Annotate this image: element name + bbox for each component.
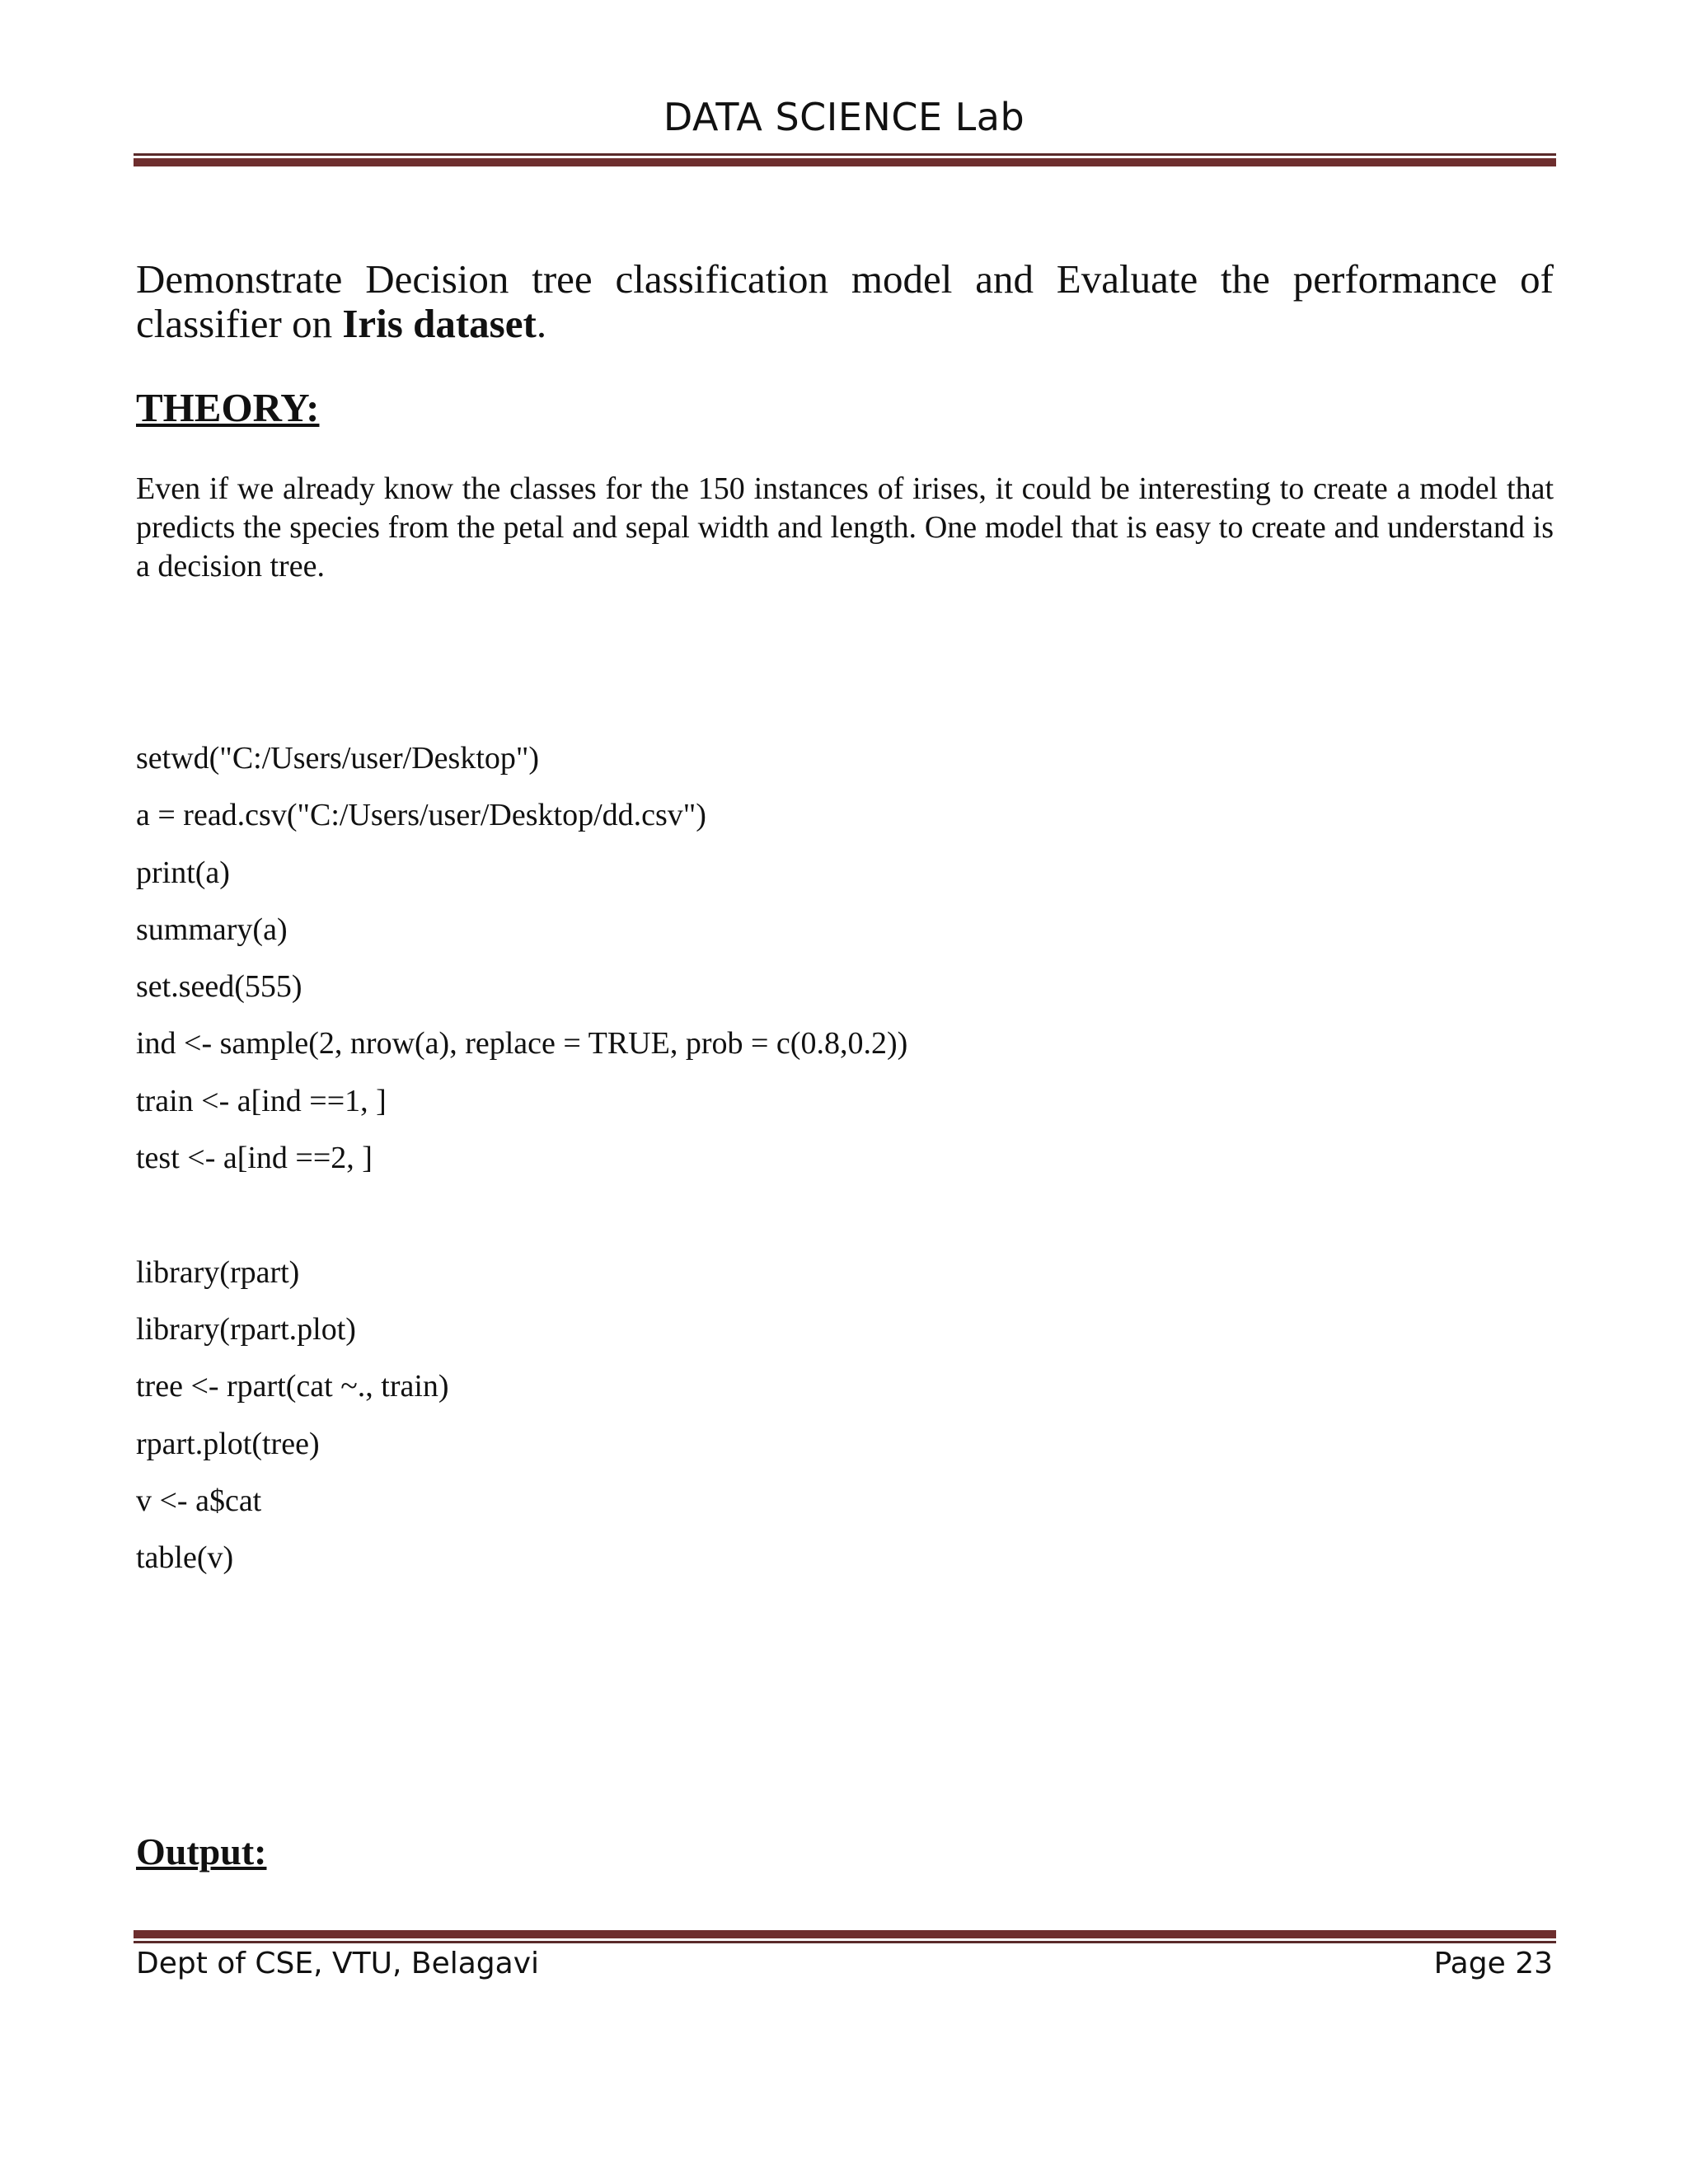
footer-divider-thick <box>134 1930 1556 1938</box>
code-line: print(a) <box>136 855 230 890</box>
theory-paragraph: Even if we already know the classes for the 150 instances of irises, it could be interesting to create a model that predicts the species from the petal and sepal width and length. One model that is easy to create and understand is a decision tree. <box>136 471 1554 583</box>
theory-heading: THEORY: <box>136 385 320 430</box>
code-line: library(rpart.plot) <box>136 1311 356 1347</box>
footer-page-number: Page 23 <box>1433 1947 1553 1980</box>
code-line: train <- a[ind ==1, ] <box>136 1083 387 1118</box>
code-line: setwd("C:/Users/user/Desktop") <box>136 741 540 776</box>
code-line-blank <box>136 1192 907 1249</box>
code-line: library(rpart) <box>136 1254 300 1290</box>
footer-department: Dept of CSE, VTU, Belagavi <box>136 1947 540 1980</box>
page-header-title: DATA SCIENCE Lab <box>663 95 1025 139</box>
code-line: tree <- rpart(cat ~., train) <box>136 1369 449 1404</box>
code-line: rpart.plot(tree) <box>136 1426 320 1461</box>
code-line: a = read.csv("C:/Users/user/Desktop/dd.csv") <box>136 798 706 833</box>
aim-statement <box>136 257 1554 346</box>
aim-dataset-name: Iris dataset <box>342 301 537 346</box>
aim-text: Demonstrate Decision tree classification model and Evaluate the performance of classifier on <box>136 256 1554 346</box>
code-line: set.seed(555) <box>136 969 302 1005</box>
code-line: summary(a) <box>136 912 288 947</box>
header-divider <box>134 153 1556 166</box>
code-line: v <- a$cat <box>136 1483 262 1518</box>
header-divider-thick <box>134 158 1556 166</box>
code-block <box>136 735 907 1591</box>
code-line: ind <- sample(2, nrow(a), replace = TRUE, prob = c(0.8,0.2)) <box>136 1026 908 1062</box>
aim-suffix: . <box>536 301 547 346</box>
code-line: test <- a[ind ==2, ] <box>136 1141 373 1176</box>
footer-divider-thin <box>134 1941 1556 1943</box>
footer-divider <box>134 1930 1556 1943</box>
code-line: table(v) <box>136 1540 234 1576</box>
output-heading: Output: <box>136 1830 267 1872</box>
